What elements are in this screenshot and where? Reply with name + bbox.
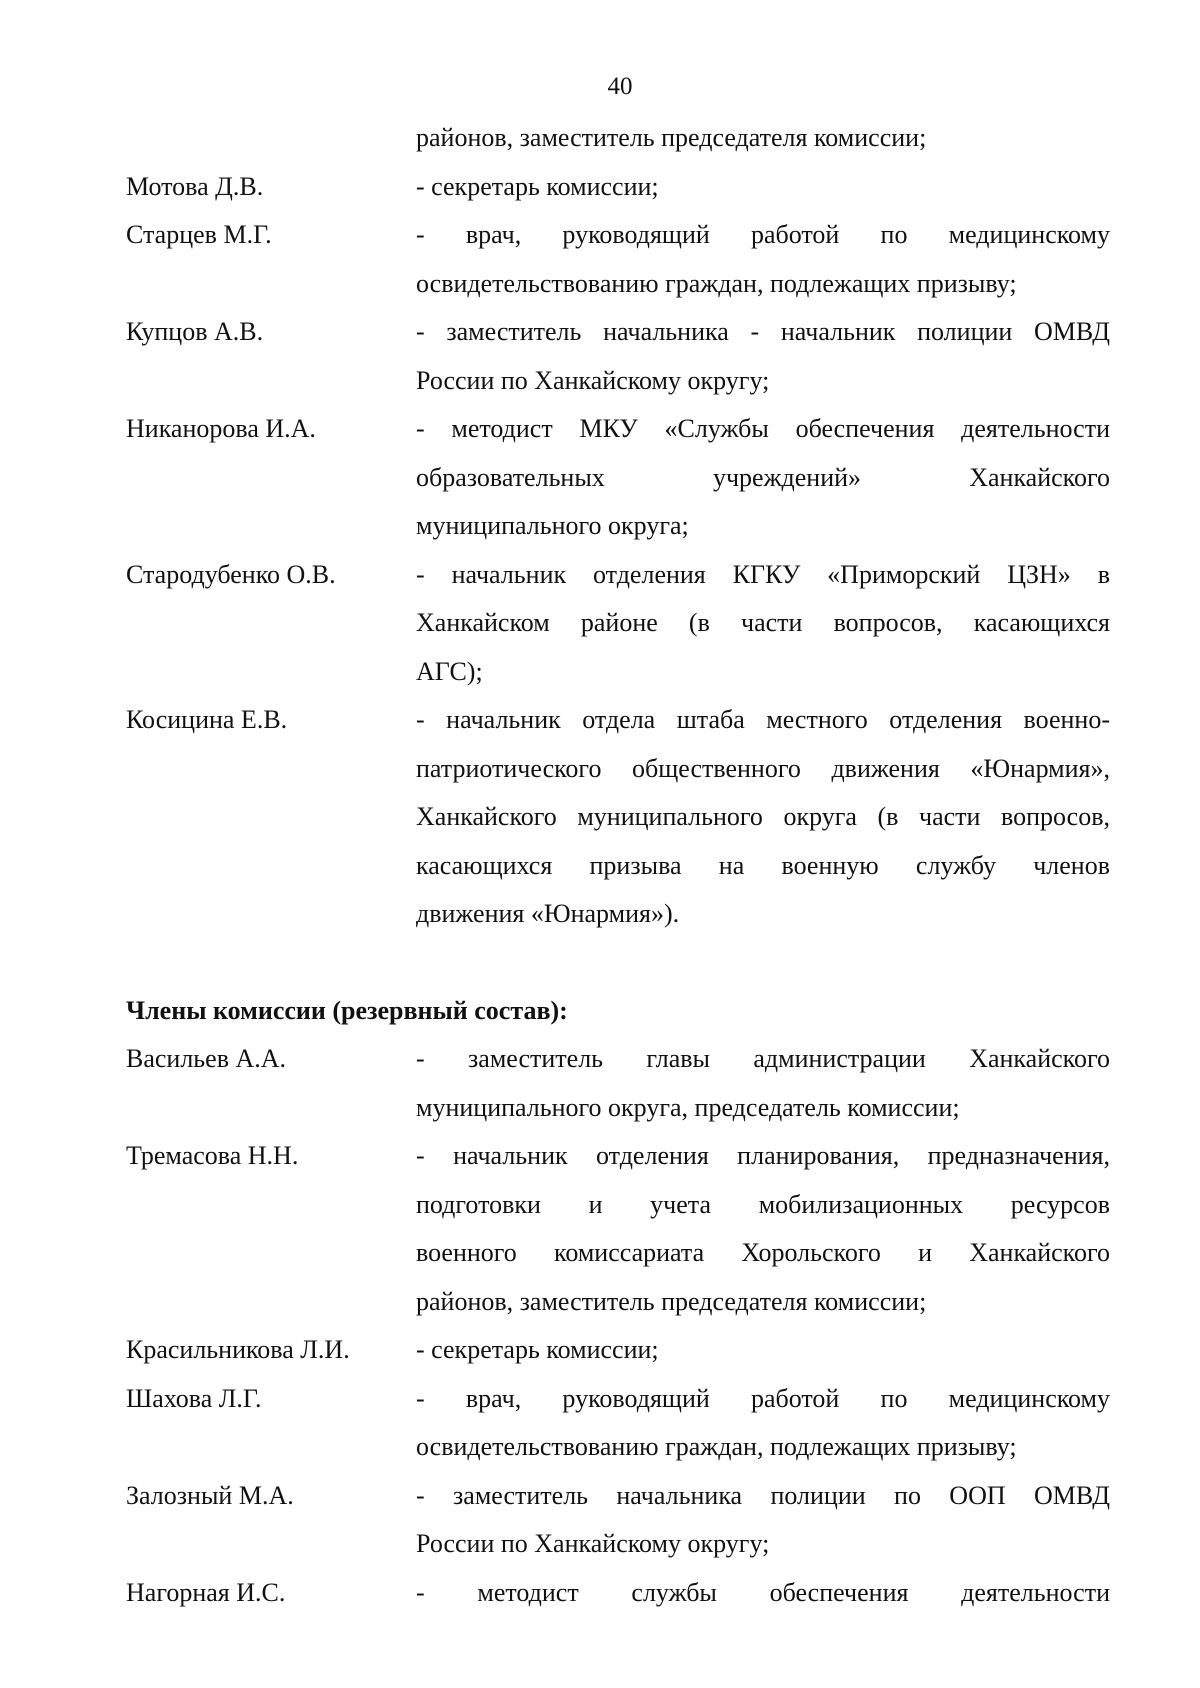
member-name: Мотова Д.В.	[126, 171, 264, 201]
role-line: АГС);	[416, 656, 483, 686]
reserve-members-list	[126, 1035, 1110, 1617]
member-role	[416, 1472, 1110, 1569]
member-role	[416, 405, 1110, 551]
member-name: Никанорова И.А.	[126, 414, 316, 443]
role-line: - методист МКУ «Службы обеспечения деятельности	[416, 414, 1110, 443]
member-name: Нагорная И.С.	[126, 1577, 286, 1607]
member-name: Купцов А.В.	[126, 317, 264, 346]
role-line: России по Ханкайскому округу;	[416, 1529, 770, 1558]
member-row	[126, 1375, 1110, 1472]
role-line: подготовки и учета мобилизационных ресурсов	[416, 1189, 1110, 1219]
member-role	[416, 308, 1110, 405]
role-line: - методист службы обеспечения деятельности	[416, 1577, 1110, 1607]
role-line: - заместитель главы администрации Ханкайского	[416, 1044, 1110, 1073]
member-row	[126, 1472, 1110, 1569]
role-line: военного комиссариата Хорольского и Ханкайского	[416, 1238, 1110, 1267]
member-name: Шахова Л.Г.	[126, 1383, 262, 1413]
role-line: освидетельствованию граждан, подлежащих призыву;	[416, 268, 1017, 298]
document-body	[126, 114, 1110, 1617]
role-line: - начальник отделения планирования, предназначения,	[416, 1141, 1110, 1170]
role-line: - начальник отделения КГКУ «Приморский ЦЗН» в	[416, 559, 1110, 589]
role-line: муниципального округа;	[416, 511, 689, 540]
role-line: районов, заместитель председателя комиссии;	[416, 123, 927, 152]
member-role	[416, 551, 1110, 697]
page-number: 40	[607, 73, 633, 100]
member-role	[416, 696, 1110, 939]
member-name: Старцев М.Г.	[126, 220, 272, 249]
member-row	[126, 114, 1110, 163]
role-line: касающихся призыва на военную службу членов	[416, 850, 1110, 880]
member-role	[416, 1035, 1110, 1132]
role-line: - врач, руководящий работой по медицинскому	[416, 1383, 1110, 1413]
member-role	[416, 1375, 1110, 1472]
member-role	[416, 114, 1110, 163]
member-row	[126, 1035, 1110, 1132]
member-name: Стародубенко О.В.	[126, 559, 336, 589]
member-role	[416, 1326, 1110, 1375]
commission-members-list	[126, 114, 1110, 939]
role-line: Ханкайского муниципального округа (в части вопросов,	[416, 802, 1110, 831]
role-line: - секретарь комиссии;	[416, 1335, 659, 1364]
member-row	[126, 696, 1110, 939]
member-row	[126, 163, 1110, 212]
role-line: - заместитель начальника полиции по ООП ОМВД	[416, 1480, 1110, 1510]
role-line: районов, заместитель председателя комиссии;	[416, 1286, 927, 1316]
role-line: России по Ханкайскому округу;	[416, 365, 770, 395]
member-row	[126, 211, 1110, 308]
role-line: образовательных учреждений» Ханкайского	[416, 462, 1110, 492]
member-role	[416, 1132, 1110, 1326]
member-row	[126, 1132, 1110, 1326]
member-row	[126, 308, 1110, 405]
role-line: Ханкайском районе (в части вопросов, касающихся	[416, 608, 1110, 637]
member-name: Тремасова Н.Н.	[126, 1141, 299, 1170]
member-name: Васильев А.А.	[126, 1044, 287, 1073]
member-role	[416, 163, 1110, 212]
member-name: Красильникова Л.И.	[126, 1335, 350, 1364]
member-role	[416, 1569, 1110, 1618]
role-line: - начальник отдела штаба местного отделения военно-	[416, 705, 1110, 734]
member-row	[126, 405, 1110, 551]
member-row	[126, 551, 1110, 697]
role-line: патриотического общественного движения «Юнармия»,	[416, 753, 1110, 783]
member-name: Залозный М.А.	[126, 1480, 294, 1510]
role-line: муниципального округа, председатель комиссии;	[416, 1092, 960, 1122]
role-line: освидетельствованию граждан, подлежащих призыву;	[416, 1432, 1017, 1461]
member-role	[416, 211, 1110, 308]
role-line: - врач, руководящий работой по медицинскому	[416, 220, 1110, 249]
role-line: - секретарь комиссии;	[416, 171, 659, 201]
member-row	[126, 1326, 1110, 1375]
member-row	[126, 1569, 1110, 1618]
reserve-section-heading: Члены комиссии (резервный состав):	[126, 995, 568, 1025]
role-line: движения «Юнармия»).	[416, 899, 680, 928]
role-line: - заместитель начальника - начальник полиции ОМВД	[416, 317, 1110, 346]
member-name: Косицина Е.В.	[126, 705, 288, 734]
